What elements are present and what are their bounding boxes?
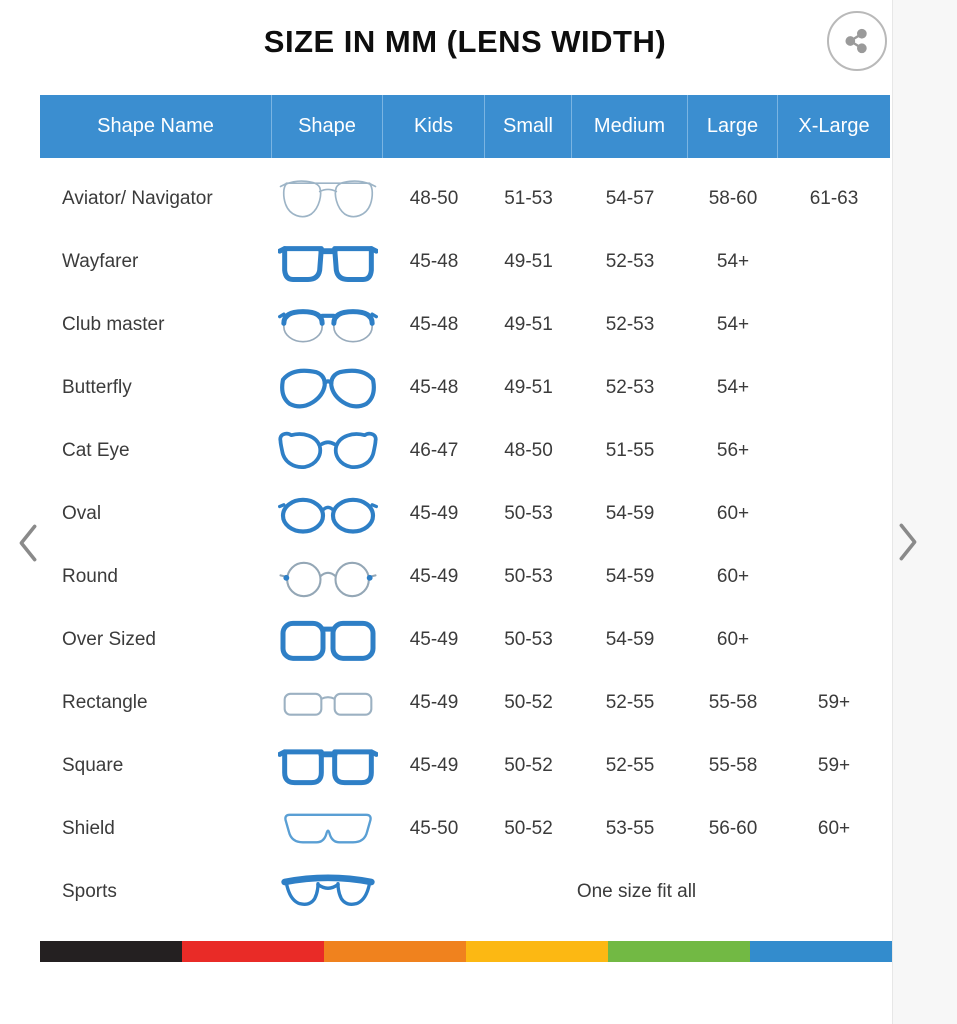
column-header-shape: Shape (272, 95, 383, 158)
table-row (40, 734, 890, 797)
large-size: 55-58 (708, 754, 758, 776)
shape-name-label: Aviator/ Navigator (62, 187, 213, 209)
large-size: 54+ (716, 376, 750, 398)
small-size: 49-51 (504, 250, 553, 272)
table-row (40, 545, 890, 608)
color-bar-segment (324, 941, 466, 962)
table-row (40, 797, 890, 860)
oval-glasses-icon (272, 488, 383, 540)
medium-size: 52-55 (605, 754, 655, 776)
color-bar-segment (750, 941, 892, 962)
shape-name-label: Wayfarer (62, 250, 139, 272)
table-row (40, 860, 890, 923)
large-size: 55-58 (708, 691, 758, 713)
large-size: 54+ (716, 250, 750, 272)
medium-size: 54-59 (605, 628, 655, 650)
large-size: 60+ (716, 565, 750, 587)
table-row (40, 293, 890, 356)
large-size: 54+ (716, 313, 750, 335)
shape-name-label: Over Sized (62, 628, 156, 650)
shape-name-label: Butterfly (62, 376, 132, 398)
small-size: 50-52 (504, 754, 553, 776)
shape-name-label: Round (62, 565, 118, 587)
shape-name-label: Rectangle (62, 691, 148, 713)
color-bar-segment (466, 941, 608, 962)
large-size: 56+ (716, 439, 750, 461)
table-body (40, 167, 890, 923)
xlarge-size: 59+ (817, 754, 851, 776)
wayfarer-glasses-icon (272, 236, 383, 288)
next-slide-button[interactable] (895, 521, 921, 563)
oversized-glasses-icon (272, 614, 383, 666)
table-row (40, 419, 890, 482)
column-header-shape-name: Shape Name (40, 95, 272, 158)
table-row (40, 608, 890, 671)
sports-glasses-icon (272, 866, 383, 918)
medium-size: 52-55 (605, 691, 655, 713)
small-size: 50-53 (504, 565, 553, 587)
chevron-right-icon (896, 522, 920, 562)
shape-name-label: Cat Eye (62, 439, 130, 461)
color-bar-segment (40, 941, 182, 962)
butterfly-glasses-icon (272, 362, 383, 414)
large-size: 56-60 (708, 817, 758, 839)
xlarge-size: 61-63 (809, 187, 859, 209)
kids-size: 46-47 (409, 439, 459, 461)
brand-color-bar (40, 941, 892, 962)
small-size: 50-52 (504, 817, 553, 839)
medium-size: 52-53 (605, 250, 655, 272)
table-row (40, 671, 890, 734)
medium-size: 51-55 (605, 439, 655, 461)
kids-size: 48-50 (409, 187, 459, 209)
large-size: 60+ (716, 502, 750, 524)
next-slide-peek (892, 0, 957, 1024)
share-icon (840, 24, 874, 58)
small-size: 50-53 (504, 628, 553, 650)
column-header-medium: Medium (572, 95, 688, 158)
round-glasses-icon (272, 551, 383, 603)
clubmaster-glasses-icon (272, 299, 383, 351)
share-button[interactable] (827, 11, 887, 71)
column-header-xlarge: X-Large (798, 115, 870, 137)
aviator-glasses-icon (272, 173, 383, 225)
shield-glasses-icon (272, 803, 383, 855)
column-header-large: Large (688, 95, 778, 158)
medium-size: 52-53 (605, 313, 655, 335)
kids-size: 45-48 (409, 250, 459, 272)
xlarge-size: 60+ (817, 817, 851, 839)
kids-size: 45-49 (409, 691, 459, 713)
kids-size: 45-50 (409, 817, 459, 839)
kids-size: 45-49 (409, 628, 459, 650)
column-header-kids: Kids (383, 95, 485, 158)
previous-slide-button[interactable] (15, 522, 41, 564)
chevron-left-icon (16, 523, 40, 563)
rectangle-glasses-icon (272, 677, 383, 729)
shape-name-label: Oval (62, 502, 102, 524)
small-size: 49-51 (504, 376, 553, 398)
small-size: 48-50 (504, 439, 553, 461)
medium-size: 52-53 (605, 376, 655, 398)
shape-name-label: Sports (62, 880, 117, 902)
kids-size: 45-48 (409, 376, 459, 398)
table-row (40, 482, 890, 545)
xlarge-size: 59+ (817, 691, 851, 713)
lens-size-table (40, 95, 890, 923)
table-row (40, 167, 890, 230)
square-glasses-icon (272, 740, 383, 792)
medium-size: 54-59 (605, 502, 655, 524)
shape-name-label: Shield (62, 817, 115, 839)
large-size: 60+ (716, 628, 750, 650)
small-size: 51-53 (504, 187, 553, 209)
shape-name-label: Square (62, 754, 124, 776)
small-size: 50-53 (504, 502, 553, 524)
kids-size: 45-49 (409, 565, 459, 587)
medium-size: 54-59 (605, 565, 655, 587)
table-header-row (40, 95, 890, 158)
one-size-note: One size fit all (576, 880, 697, 902)
page-title: SIZE IN MM (LENS WIDTH) (263, 24, 667, 59)
shape-name-label: Club master (62, 313, 165, 335)
table-row (40, 356, 890, 419)
color-bar-segment (182, 941, 324, 962)
table-row (40, 230, 890, 293)
cateye-glasses-icon (272, 425, 383, 477)
kids-size: 45-48 (409, 313, 459, 335)
kids-size: 45-49 (409, 754, 459, 776)
column-header-small: Small (485, 95, 572, 158)
kids-size: 45-49 (409, 502, 459, 524)
small-size: 50-52 (504, 691, 553, 713)
color-bar-segment (608, 941, 750, 962)
small-size: 49-51 (504, 313, 553, 335)
medium-size: 54-57 (605, 187, 655, 209)
medium-size: 53-55 (605, 817, 655, 839)
large-size: 58-60 (708, 187, 758, 209)
